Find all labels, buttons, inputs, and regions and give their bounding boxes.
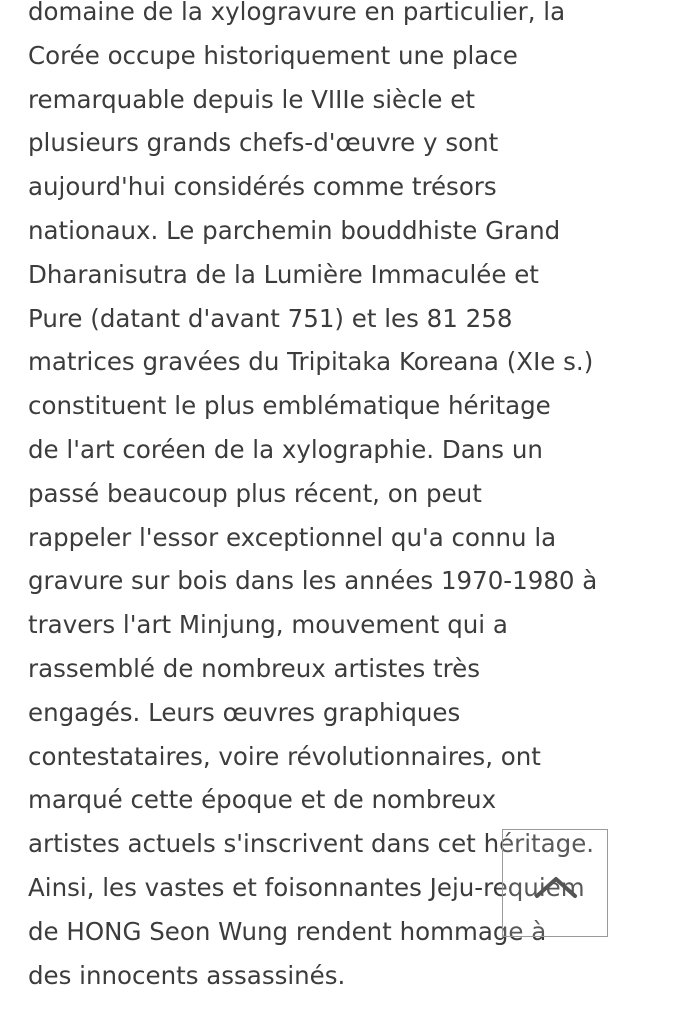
text-line: des innocents assassinés. [28,960,346,990]
text-line: Dharanisutra de la Lumière Immaculée et [28,259,539,289]
text-line: de HONG Seon Wung rendent hommage à [28,916,547,946]
text-line: artistes actuels s'inscrivent dans cet héritage. [28,829,595,859]
text-line: constituent le plus emblématique héritage [28,391,551,421]
chevron-up-icon [533,874,579,900]
text-line: plusieurs grands chefs-d'œuvre y sont [28,128,499,158]
text-line: travers l'art Minjung, mouvement qui a [28,610,508,640]
text-line: Ainsi, les vastes et foisonnantes Jeju-requiem [28,872,585,902]
text-line: contestataires, voire révolutionnaires, ont [28,741,541,771]
text-line: engagés. Leurs œuvres graphiques [28,697,461,727]
text-line: marqué cette époque et de nombreux [28,785,497,815]
text-line: remarquable depuis le VIIIe siècle et [28,84,475,114]
scroll-to-top-button[interactable] [502,829,608,937]
text-line: domaine de la xylogravure en particulier, la [28,0,566,26]
text-line: Pure (datant d'avant 751) et les 81 258 [28,303,513,333]
text-line: passé beaucoup plus récent, on peut [28,478,482,508]
text-line: matrices gravées du Tripitaka Koreana (XIe s.) [28,347,594,377]
text-line: rassemblé de nombreux artistes très [28,653,481,683]
text-line: gravure sur bois dans les années 1970-1980 à [28,566,598,596]
text-line: de l'art coréen de la xylographie. Dans un [28,434,543,464]
text-line: nationaux. Le parchemin bouddhiste Grand [28,215,561,245]
text-line: Corée occupe historiquement une place [28,40,518,70]
text-line: rappeler l'essor exceptionnel qu'a connu la [28,522,557,552]
text-line: aujourd'hui considérés comme trésors [28,172,497,202]
